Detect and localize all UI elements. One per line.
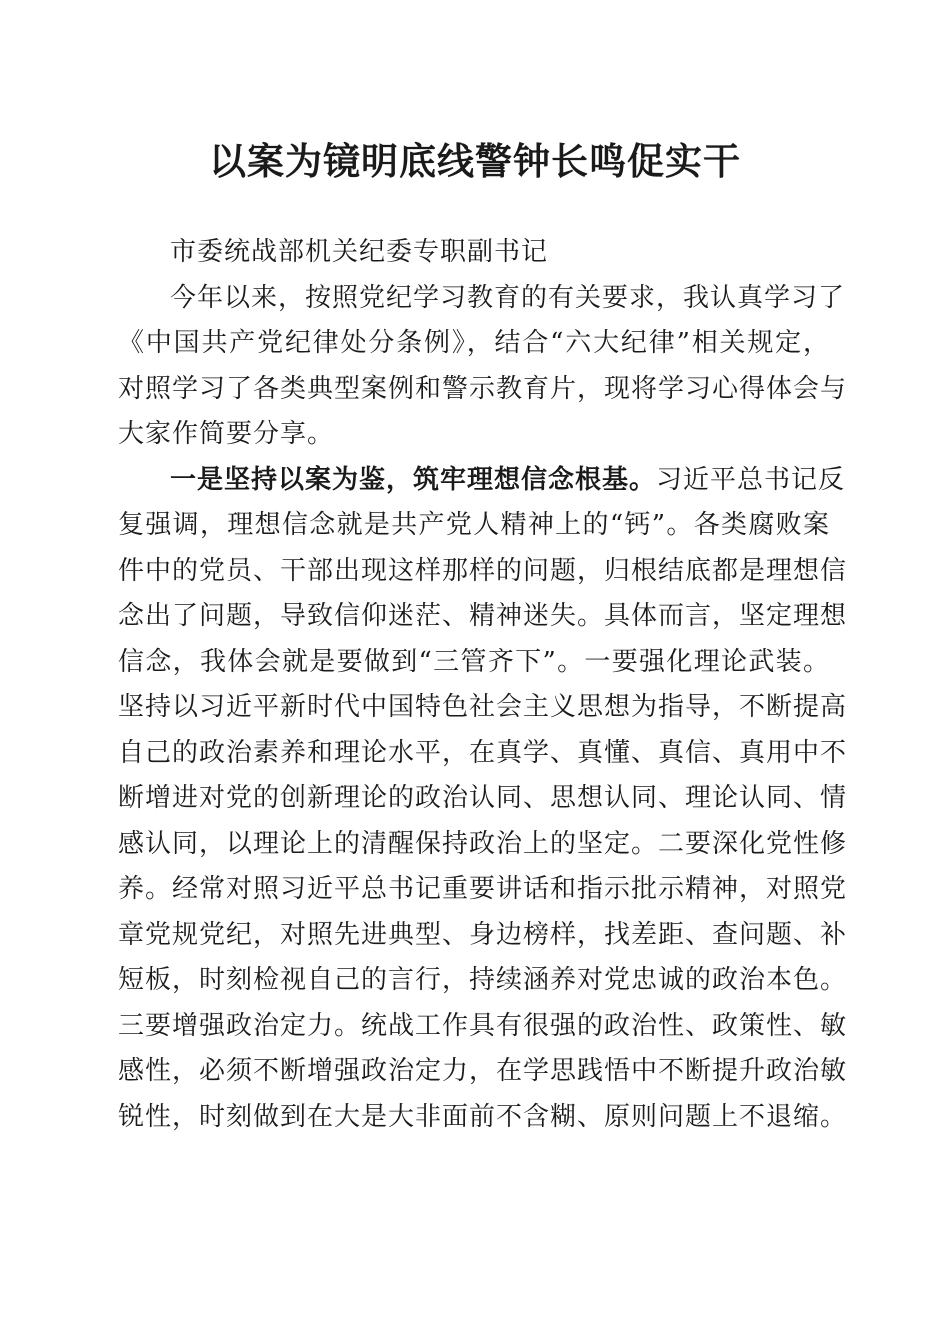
paragraph-2-first-line-rest: 习近平总书记反 <box>656 464 846 495</box>
paragraph-2-line: 感认同，以理论上的清醒保持政治上的坚定。二要深化党性修 <box>118 828 848 859</box>
paragraph-2-line: 念出了问题，导致信仰迷茫、精神迷失。具体而言，坚定理想 <box>118 601 848 631</box>
paragraph-2-line: 复强调，理想信念就是共产党人精神上的“钙”。各类腐败案 <box>118 510 830 540</box>
paragraph-2-line: 信念，我体会就是要做到“三管齐下”。一要强化理论武装。 <box>118 646 830 677</box>
paragraph-1-line: 今年以来，按照党纪学习教育的有关要求，我认真学习了 <box>170 282 846 313</box>
paragraph-1-line: 大家作简要分享。 <box>118 419 335 449</box>
paragraph-2-line: 短板，时刻检视自己的言行，持续涵养对党忠诚的政治本色。 <box>118 965 848 995</box>
paragraph-2-line: 坚持以习近平新时代中国特色社会主义思想为指导，不断提高 <box>118 692 848 722</box>
paragraph-2-line: 章党规党纪，对照先进典型、身边榜样，找差距、查问题、补 <box>118 919 848 950</box>
paragraph-1-line: 《中国共产党纪律处分条例》，结合“六大纪律”相关规定， <box>118 328 830 358</box>
author-line: 市委统战部机关纪委专职副书记 <box>170 237 549 267</box>
paragraph-1-line: 对照学习了各类典型案例和警示教育片，现将学习心得体会与 <box>118 373 848 404</box>
paragraph-2-line: 件中的党员、干部出现这样那样的问题，归根结底都是理想信 <box>118 555 848 586</box>
paragraph-2-line: 锐性，时刻做到在大是大非面前不含糊、原则问题上不退缩。 <box>118 1101 848 1132</box>
paragraph-2-line: 断增进对党的创新理论的政治认同、思想认同、理论认同、情 <box>118 783 848 813</box>
document-title: 以案为镜明底线警钟长鸣促实干 <box>209 139 741 183</box>
paragraph-2-line: 感性，必须不断增强政治定力，在学思践悟中不断提升政治敏 <box>118 1056 848 1086</box>
paragraph-2-line: 三要增强政治定力。统战工作具有很强的政治性、政策性、敏 <box>118 1010 848 1041</box>
document-body <box>118 230 848 1140</box>
paragraph-2-line: 养。经常对照习近平总书记重要讲话和指示批示精神，对照党 <box>118 874 848 904</box>
paragraph-2-first-line <box>118 458 846 504</box>
paragraph-2-line: 自己的政治素养和理论水平，在真学、真懂、真信、真用中不 <box>118 737 848 768</box>
paragraph-2-lead: 一是坚持以案为鉴，筑牢理想信念根基。 <box>170 464 657 495</box>
